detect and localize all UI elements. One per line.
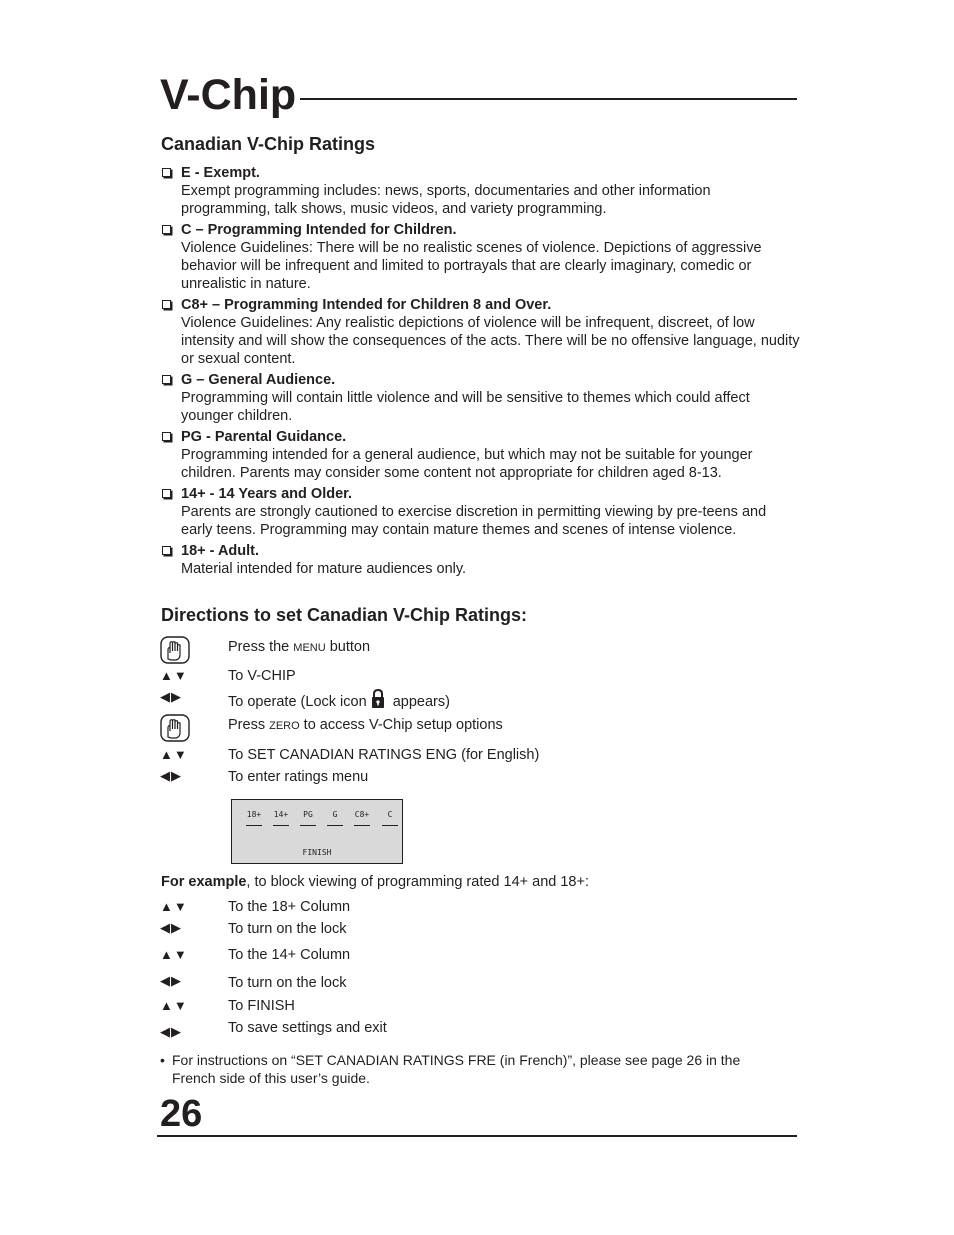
press-button-hand-icon xyxy=(160,714,192,747)
rating-c8 xyxy=(160,296,800,368)
example-step-text: To the 14+ Column xyxy=(228,947,351,963)
up-down-arrows-icon: ▲▼ xyxy=(160,947,188,962)
direction-step-text: Press ZERO to access V-Chip setup options xyxy=(228,717,503,733)
checkbox-icon xyxy=(162,300,171,309)
example-step-text: To turn on the lock xyxy=(228,975,347,991)
direction-step-text: To operate (Lock icon appears) xyxy=(228,689,450,714)
up-down-arrows-icon: ▲▼ xyxy=(160,668,188,683)
ratings-list xyxy=(160,164,800,581)
direction-step xyxy=(160,744,800,768)
checkbox-icon xyxy=(162,375,171,384)
checkbox-icon xyxy=(162,489,171,498)
rating-title: 14+ - 14 Years and Older. xyxy=(181,486,353,502)
example-step xyxy=(160,896,800,920)
example-intro: For example, to block viewing of programming rated 14+ and 18+: xyxy=(161,874,589,890)
rating-14 xyxy=(160,485,800,539)
left-right-arrows-icon: ◀▶ xyxy=(160,973,182,988)
left-right-arrows-icon: ◀▶ xyxy=(160,1024,182,1039)
osd-column: C xyxy=(379,810,401,826)
lock-icon xyxy=(371,689,385,714)
rating-pg xyxy=(160,428,800,482)
up-down-arrows-icon: ▲▼ xyxy=(160,998,188,1013)
french-instructions-note xyxy=(160,1051,780,1087)
example-step xyxy=(160,1017,800,1041)
example-step-text: To save settings and exit xyxy=(228,1020,387,1036)
example-step-text: To FINISH xyxy=(228,998,295,1014)
example-step xyxy=(160,972,800,996)
rating-title: PG - Parental Guidance. xyxy=(181,429,347,445)
direction-step xyxy=(160,714,800,738)
osd-finish-label: FINISH xyxy=(302,848,332,857)
rating-title: C8+ – Programming Intended for Children 8 and Over. xyxy=(181,297,552,313)
checkbox-icon xyxy=(162,168,171,177)
osd-column: 14+ xyxy=(270,810,292,826)
rating-g xyxy=(160,371,800,425)
example-step xyxy=(160,995,800,1019)
rating-description: Parents are strongly cautioned to exercise discretion in permitting viewing by pre-teens and early teens. Programming may contain mature themes and scenes of intense violence. xyxy=(181,504,767,538)
ratings-menu-screen xyxy=(231,799,403,864)
direction-step xyxy=(160,636,800,660)
checkbox-icon xyxy=(162,432,171,441)
direction-step-text: Press the MENU button xyxy=(228,639,371,655)
direction-step xyxy=(160,665,800,689)
menu-key-label: MENU xyxy=(293,642,326,654)
rating-description: Material intended for mature audiences only. xyxy=(181,561,467,577)
rating-description: Exempt programming includes: news, sports, documentaries and other information programming, talk shows, music videos, and variety programming. xyxy=(181,183,711,217)
rating-title: C – Programming Intended for Children. xyxy=(181,222,457,238)
left-right-arrows-icon: ◀▶ xyxy=(160,689,182,704)
rating-title: G – General Audience. xyxy=(181,372,336,388)
direction-step-text: To V-CHIP xyxy=(228,668,296,684)
direction-step-text: To enter ratings menu xyxy=(228,769,369,785)
rating-description: Programming will contain little violence and will be sensitive to themes which could affect younger children. xyxy=(181,390,750,424)
osd-column: 18+ xyxy=(243,810,265,826)
example-step xyxy=(160,918,800,942)
title-rule xyxy=(300,98,797,100)
rating-c xyxy=(160,221,800,293)
directions-heading: Directions to set Canadian V-Chip Ratings: xyxy=(161,605,528,625)
left-right-arrows-icon: ◀▶ xyxy=(160,920,182,935)
rating-description: Violence Guidelines: Any realistic depictions of violence will be infrequent, discreet, of low intensity and will show the consequences of the acts. There will be no offensive language, nudity or sexual content. xyxy=(181,315,800,367)
left-right-arrows-icon: ◀▶ xyxy=(160,768,182,783)
rating-description: Programming intended for a general audience, but which may not be suitable for younger children. Parents may consider some content not appropriate for children aged 8-13. xyxy=(181,447,753,481)
rating-title: 18+ - Adult. xyxy=(181,543,260,559)
page-title: V-Chip xyxy=(160,71,297,119)
zero-key-label: ZERO xyxy=(269,720,300,732)
checkbox-icon xyxy=(162,546,171,555)
example-step xyxy=(160,944,800,968)
up-down-arrows-icon: ▲▼ xyxy=(160,899,188,914)
rating-e xyxy=(160,164,800,218)
bullet-icon: • xyxy=(160,1052,165,1068)
bottom-rule xyxy=(157,1135,797,1137)
up-down-arrows-icon: ▲▼ xyxy=(160,747,188,762)
rating-title: E - Exempt. xyxy=(181,165,260,181)
note-text: For instructions on “SET CANADIAN RATINGS FRE (in French)”, please see page 26 in the French side of this user’s guide. xyxy=(172,1052,741,1086)
osd-column: G xyxy=(324,810,346,826)
example-step-text: To turn on the lock xyxy=(228,921,347,937)
ratings-heading: Canadian V-Chip Ratings xyxy=(161,134,376,154)
checkbox-icon xyxy=(162,225,171,234)
osd-column: C8+ xyxy=(351,810,373,826)
direction-step xyxy=(160,687,800,711)
page-number: 26 xyxy=(160,1093,203,1135)
osd-column: PG xyxy=(297,810,319,826)
rating-description: Violence Guidelines: There will be no realistic scenes of violence. Depictions of aggressive behavior will be infrequent and limited to portrayals that are clearly imaginary, comedic or unrealistic in nature. xyxy=(181,240,762,292)
direction-step xyxy=(160,766,800,790)
rating-18 xyxy=(160,542,800,578)
direction-step-text: To SET CANADIAN RATINGS ENG (for English) xyxy=(228,747,540,763)
example-step-text: To the 18+ Column xyxy=(228,899,351,915)
